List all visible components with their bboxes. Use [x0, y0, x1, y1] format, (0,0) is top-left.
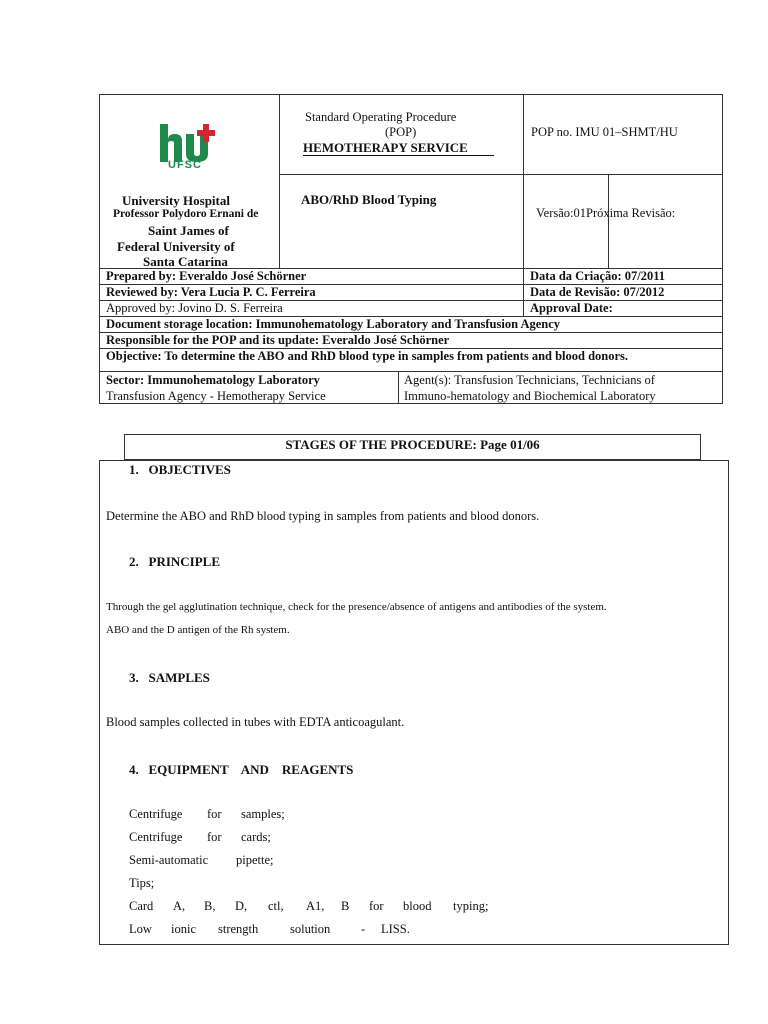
divider: [279, 94, 280, 268]
creation-date: Data da Criação: 07/2011: [530, 269, 666, 283]
list-word: Card: [129, 899, 154, 913]
list-word: Centrifuge: [129, 830, 183, 844]
procedure-body: [99, 460, 729, 945]
sop-abbr: (POP): [385, 125, 417, 139]
section-title-principle: 2. PRINCIPLE: [129, 554, 221, 569]
list-word: samples;: [241, 807, 285, 821]
list-word: for: [207, 807, 222, 821]
institution-line: Santa Catarina: [143, 254, 228, 269]
logo-subtext: UFSC: [168, 159, 202, 171]
list-word: B,: [204, 899, 216, 913]
reviewed-by: Reviewed by: Vera Lucia P. C. Ferreira: [106, 285, 316, 299]
list-word: -: [361, 922, 366, 936]
list-word: pipette;: [236, 853, 274, 867]
section-text-principle: ABO and the D antigen of the Rh system.: [106, 624, 290, 636]
section-text-samples: Blood samples collected in tubes with EDTA anticoagulant.: [106, 715, 405, 729]
agents-line2: Immuno-hematology and Biochemical Laboratory: [404, 389, 656, 403]
list-word: ionic: [171, 922, 196, 936]
list-word: Semi-automatic: [129, 853, 209, 867]
revision-date: Data de Revisão: 07/2012: [530, 285, 665, 299]
list-word: for: [207, 830, 222, 844]
agents: Agent(s): Transfusion Technicians, Technicians of: [404, 373, 655, 387]
section-text-principle: Through the gel agglutination technique, check for the presence/absence of antigens and antibodies of the system.: [106, 601, 607, 613]
institution-line: Saint James of: [148, 223, 229, 238]
institution-line: Federal University of: [117, 239, 235, 254]
list-word: for: [369, 899, 384, 913]
approved-by: Approved by: Jovino D. S. Ferreira: [106, 301, 283, 315]
list-word: B: [341, 899, 350, 913]
divider: [608, 174, 609, 268]
pop-number: POP no. IMU 01–SHMT/HU: [531, 125, 678, 139]
section-text-objectives: Determine the ABO and RhD blood typing in samples from patients and blood donors.: [106, 509, 540, 523]
list-word: solution: [290, 922, 331, 936]
storage-location: Document storage location: Immunohematology Laboratory and Transfusion Agency: [106, 317, 561, 331]
list-word: typing;: [453, 899, 489, 913]
divider: [398, 371, 399, 404]
approval-date: Approval Date:: [530, 301, 613, 315]
sop-title: Standard Operating Procedure: [305, 110, 457, 124]
list-word: LISS.: [381, 922, 410, 936]
list-word: A,: [173, 899, 186, 913]
divider: [99, 371, 723, 372]
section-title-objectives: 1. OBJECTIVES: [129, 462, 231, 477]
list-word: blood: [403, 899, 432, 913]
list-word: Low: [129, 922, 152, 936]
responsible: Responsible for the POP and its update: Everaldo José Schörner: [106, 333, 450, 347]
list-word: cards;: [241, 830, 271, 844]
list-word: A1,: [306, 899, 325, 913]
hu-ufsc-logo: [142, 110, 236, 174]
divider: [523, 94, 524, 316]
objective: Objective: To determine the ABO and RhD blood type in samples from patients and blood donors.: [106, 349, 629, 363]
version-label: Versão:01Próxima Revisão:: [536, 206, 676, 220]
stages-title: STAGES OF THE PROCEDURE: Page 01/06: [124, 434, 701, 460]
list-word: D,: [235, 899, 248, 913]
institution-line: Professor Polydoro Ernani de: [113, 208, 259, 220]
section-title-samples: 3. SAMPLES: [129, 670, 210, 685]
procedure-title: ABO/RhD Blood Typing: [301, 192, 437, 207]
list-word: Centrifuge: [129, 807, 183, 821]
sector: Sector: Immunohematology Laboratory: [106, 373, 320, 387]
sector-line2: Transfusion Agency - Hemotherapy Service: [106, 389, 326, 403]
list-word: strength: [218, 922, 259, 936]
section-title-equipment: 4. EQUIPMENT AND REAGENTS: [129, 762, 354, 777]
service-name: HEMOTHERAPY SERVICE: [303, 140, 494, 156]
divider: [279, 174, 723, 175]
prepared-by: Prepared by: Everaldo José Schörner: [106, 269, 307, 283]
institution-line: University Hospital: [122, 193, 230, 208]
list-word: ctl,: [268, 899, 284, 913]
list-word: Tips;: [129, 876, 155, 890]
